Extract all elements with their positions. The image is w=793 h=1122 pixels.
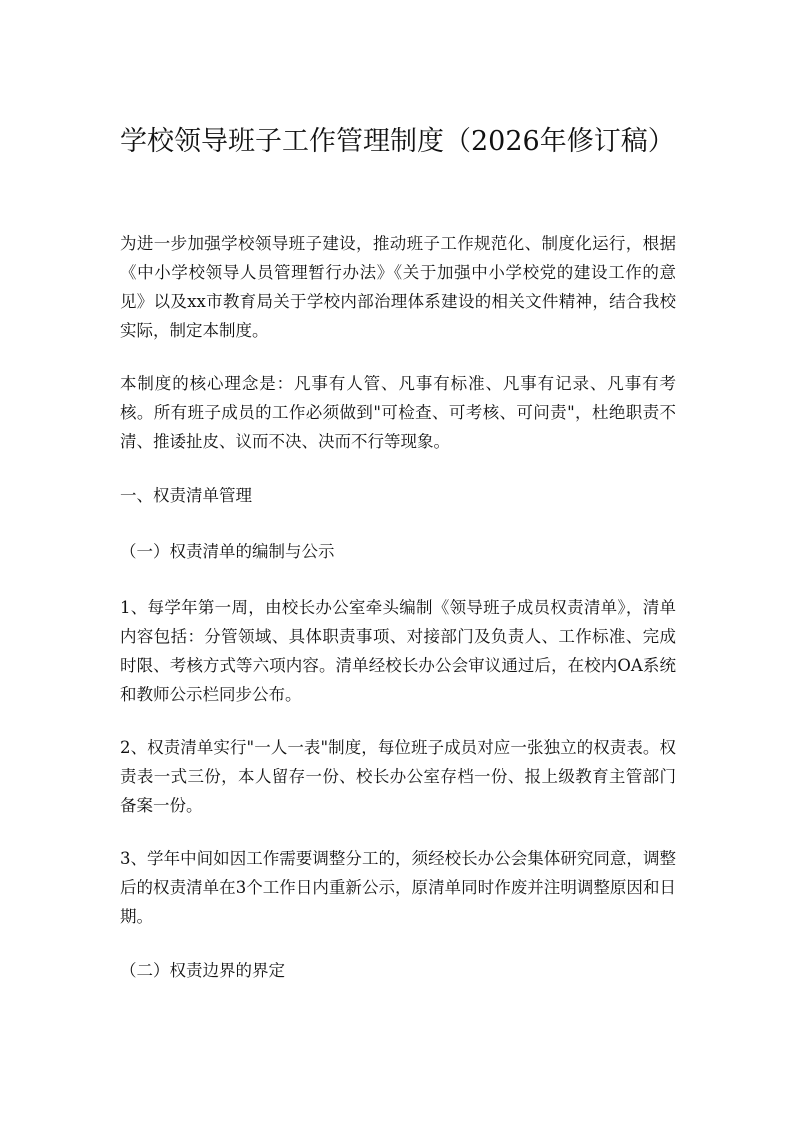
- list-item: 1、每学年第一周，由校长办公室牵头编制《领导班子成员权责清单》，清单内容包括：分管领域、具体职责事项、对接部门及负责人、工作标准、完成时限、考核方式等六项内容。清单经校长办公会审议通过后，在校内OA系统和教师公示栏同步公布。: [120, 598, 676, 704]
- subsection-heading: （二）权责边界的界定: [120, 961, 285, 980]
- document-title: 学校领导班子工作管理制度（2026年修订稿）: [120, 126, 675, 157]
- list-item: 3、学年中间如因工作需要调整分工的，须经校长办公会集体研究同意，调整后的权责清单在3个工作日内重新公示，原清单同时作废并注明调整原因和日期。: [120, 849, 676, 926]
- subsection-heading: （一）权责清单的编制与公示: [120, 542, 335, 561]
- section-heading: 一、权责清单管理: [120, 486, 252, 505]
- intro-paragraph: 为进一步加强学校领导班子建设，推动班子工作规范化、制度化运行，根据《中小学校领导人员管理暂行办法》《关于加强中小学校党的建设工作的意见》以及xx市教育局关于学校内部治理体系建设的相关文件精神，结合我校实际，制定本制度。: [120, 234, 676, 340]
- core-concept-paragraph: 本制度的核心理念是：凡事有人管、凡事有标准、凡事有记录、凡事有考核。所有班子成员的工作必须做到"可检查、可考核、可问责"，杜绝职责不清、推诿扯皮、议而不决、决而不行等现象。: [120, 374, 676, 451]
- list-item: 2、权责清单实行"一人一表"制度，每位班子成员对应一张独立的权责表。权责表一式三份，本人留存一份、校长办公室存档一份、报上级教育主管部门备案一份。: [120, 738, 676, 815]
